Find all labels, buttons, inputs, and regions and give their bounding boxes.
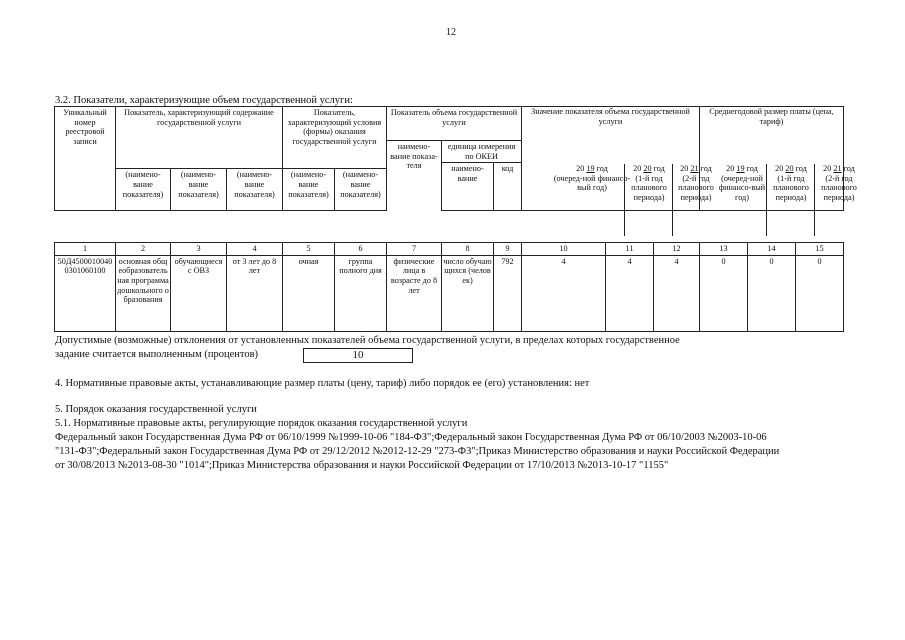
section-5-title: 5. Порядок оказания государственной услуги <box>55 404 257 415</box>
header-average-fee-title: Среднегодовой размер платы (цена, тариф) <box>709 107 834 126</box>
fee-year-3-header <box>814 164 863 236</box>
fee-year-1-header <box>718 164 766 236</box>
page-number: 12 <box>446 27 456 38</box>
cell-value-y1: 4 <box>522 255 606 331</box>
header-conditions-sub-2: (наимено-вание показателя) <box>335 169 387 211</box>
fee-year-1-value: 19 <box>736 164 745 173</box>
cell-value-y3: 4 <box>654 255 700 331</box>
cell-fee-y1: 0 <box>700 255 748 331</box>
year-2-prefix: 20 <box>633 164 642 173</box>
fee-year-2-description: (1-й год планового периода) <box>773 173 809 203</box>
cell-unit-code: 792 <box>494 255 522 331</box>
col-number: 11 <box>606 243 654 256</box>
year-3-value: 21 <box>690 164 699 173</box>
column-numbers-row <box>55 243 844 256</box>
header-unique-blank <box>55 169 116 211</box>
cell-content-3: от 3 лет до 8 лет <box>227 255 283 331</box>
year-2-value: 20 <box>643 164 652 173</box>
fee-year-2-prefix: 20 <box>775 164 784 173</box>
header-volume-value-title: Значение показателя объема государственной услуги <box>531 107 690 126</box>
col-number: 12 <box>654 243 700 256</box>
year-1-description: (очеред-ной финансо-вый год) <box>553 173 631 193</box>
col-number: 1 <box>55 243 116 256</box>
col-number: 10 <box>522 243 606 256</box>
fee-year-3-description: (2-й год планового периода) <box>821 173 857 203</box>
tolerance-value-box: 10 <box>303 348 413 363</box>
year-2-description: (1-й год планового периода) <box>631 173 667 203</box>
col-number: 7 <box>387 243 442 256</box>
year-3-prefix: 20 <box>680 164 689 173</box>
table-row <box>55 255 844 331</box>
header-unit: единица измерения по ОКЕИ <box>442 141 522 163</box>
fee-year-2-value: 20 <box>785 164 794 173</box>
section-5-1-title: 5.1. Нормативные правовые акты, регулирующие порядок оказания государственной услуги <box>55 418 468 429</box>
year-1-suffix: год <box>596 164 608 173</box>
fee-year-3-suffix: год <box>843 164 855 173</box>
header-volume-name: наимено-вание показа-теля <box>387 141 442 211</box>
cell-volume-name: физические лица в возрасте до 8 лет <box>387 255 442 331</box>
cell-condition-2: группа полного дня <box>335 255 387 331</box>
header-volume-indicator: Показатель объема государственной услуги <box>387 107 522 141</box>
col-number: 9 <box>494 243 522 256</box>
tolerance-text-1: Допустимые (возможные) отклонения от установленных показателей объема государственной услуги, в пределах которых государственное <box>55 335 680 346</box>
col-number: 5 <box>283 243 335 256</box>
cell-registry-number: 50Д45000100400301060100 <box>55 255 116 331</box>
legal-acts-line-1: Федеральный закон Государственная Дума РФ от 06/10/1999 №1999-10-06 "184-ФЗ";Федеральный закон Государственная Дума РФ от 06/10/2003 №2003-10-06 <box>55 432 767 443</box>
col-number: 2 <box>116 243 171 256</box>
col-number: 4 <box>227 243 283 256</box>
legal-acts-line-2: "131-ФЗ";Федеральный закон Государственная Дума РФ от 29/12/2012 №2012-12-29 "273-ФЗ";Приказ Министерство образования и науки Российской Федерации <box>55 446 780 457</box>
header-unique-number: Уникальный номер реестровой записи <box>55 107 116 169</box>
fee-year-3-prefix: 20 <box>823 164 832 173</box>
tolerance-text-2: задание считается выполненным (процентов) <box>55 349 259 360</box>
fee-year-2-header <box>766 164 815 236</box>
section-3-2-title: 3.2. Показатели, характеризующие объем государственной услуги: <box>55 95 353 106</box>
header-content-sub-3: (наимено-вание показателя) <box>227 169 283 211</box>
year-3-suffix: год <box>700 164 712 173</box>
year-1-prefix: 20 <box>576 164 585 173</box>
fee-year-1-suffix: год <box>746 164 758 173</box>
cell-fee-y2: 0 <box>748 255 796 331</box>
fee-year-1-prefix: 20 <box>726 164 735 173</box>
header-unit-name: наимено-вание <box>442 163 494 211</box>
header-conditions-indicator: Показатель, характеризующий условия (формы) оказания государственной услуги <box>283 107 387 169</box>
year-2-suffix: год <box>653 164 665 173</box>
year-1-header <box>550 164 634 193</box>
cell-condition-1: очная <box>283 255 335 331</box>
section-4: 4. Нормативные правовые акты, устанавливающие размер платы (цену, тариф) либо порядок ее (его) установления: нет <box>55 378 590 389</box>
cell-value-y2: 4 <box>606 255 654 331</box>
year-3-description: (2-й год планового периода) <box>678 173 714 203</box>
col-number: 3 <box>171 243 227 256</box>
year-2-header <box>624 164 673 236</box>
volume-indicators-body <box>54 242 844 332</box>
col-number: 8 <box>442 243 494 256</box>
fee-year-2-suffix: год <box>795 164 807 173</box>
col-number: 14 <box>748 243 796 256</box>
year-1-value: 19 <box>586 164 595 173</box>
year-3-header <box>672 164 719 236</box>
fee-year-3-value: 21 <box>833 164 842 173</box>
cell-content-2: обучающиеся с ОВЗ <box>171 255 227 331</box>
header-conditions-sub-1: (наимено-вание показателя) <box>283 169 335 211</box>
cell-fee-y3: 0 <box>796 255 844 331</box>
col-number: 13 <box>700 243 748 256</box>
header-content-sub-2: (наимено-вание показателя) <box>171 169 227 211</box>
header-unit-code: код <box>494 163 522 211</box>
header-content-indicator: Показатель, характеризующий содержание государственной услуги <box>116 107 283 169</box>
col-number: 15 <box>796 243 844 256</box>
fee-year-1-description: (очеред-ной финансо-вый год) <box>718 173 766 203</box>
legal-acts-line-3: от 30/08/2013 №2013-08-30 "1014";Приказ Министерства образования и науки Российской Федерации от 17/10/2013 №2013-10-17 "1155" <box>55 460 669 471</box>
cell-content-1: основная общеобразовательная программа дошкольного образования <box>116 255 171 331</box>
cell-unit-name: число обучающихся (человек) <box>442 255 494 331</box>
col-number: 6 <box>335 243 387 256</box>
header-content-sub-1: (наимено-вание показателя) <box>116 169 171 211</box>
